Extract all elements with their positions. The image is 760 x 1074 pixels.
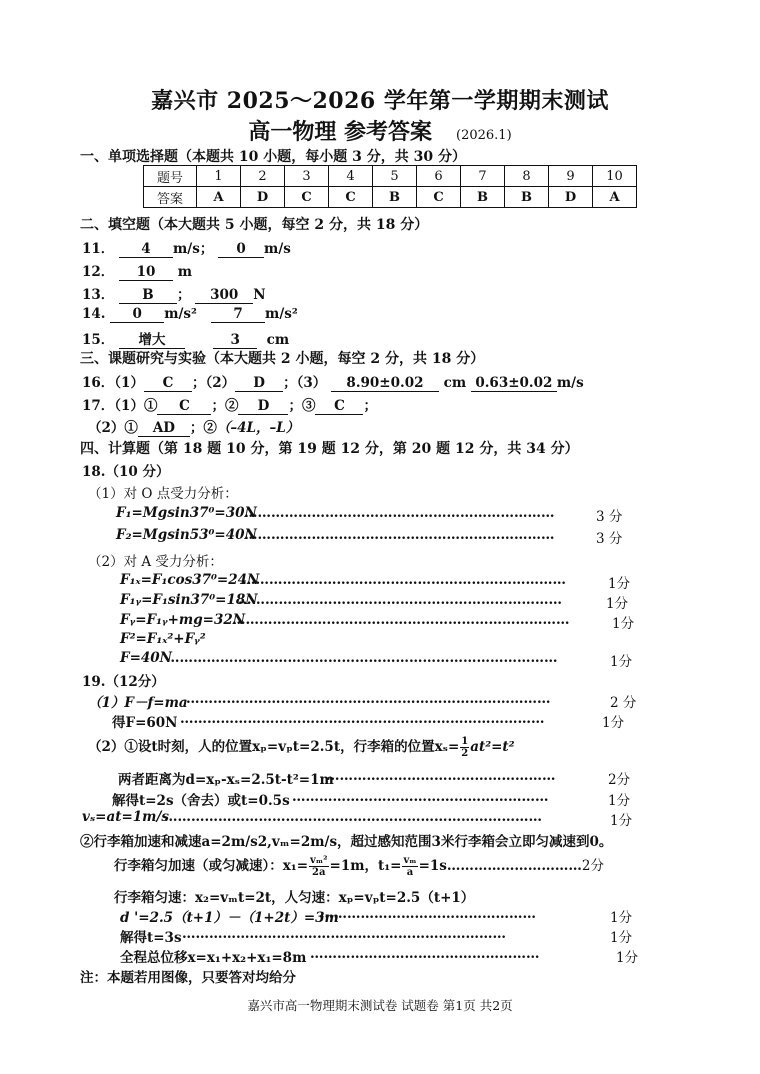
- document-subtitle: [0, 115, 760, 146]
- q11-answer-2: 0: [218, 242, 264, 258]
- q14-answer-1: 0: [110, 307, 164, 323]
- answer-cell: C: [417, 187, 461, 208]
- q16-part-3-label: ；（3）: [283, 375, 327, 391]
- section1-heading: 一、单项选择题（本题共 10 小题，每小题 3 分，共 30 分）: [80, 149, 466, 165]
- q16-unit-3: cm: [443, 375, 467, 391]
- dot-leader: ………………………………………………………………: [182, 926, 506, 942]
- dot-leader: ……………………………………………………………………………: [166, 650, 558, 666]
- question-number: 9: [549, 166, 593, 187]
- q18-score-5: 1分: [612, 616, 635, 632]
- q19-solve-line: [112, 789, 632, 809]
- question-number: 8: [505, 166, 549, 187]
- q19-score-2d: 1分: [610, 813, 633, 829]
- q18-score-2: 3 分: [596, 531, 623, 547]
- q13-number: 13．: [82, 287, 115, 303]
- fraction-t1: [402, 855, 417, 878]
- q16-answer-2: D: [235, 376, 283, 392]
- q18-formula-5: Fᵧ=F₁ᵧ+mg=32N: [120, 612, 246, 628]
- q19-solve2-line: [120, 926, 632, 946]
- q18-formula-4: F₁ᵧ=F₁sin37⁰=18N: [120, 592, 258, 608]
- answer-table-number-row: [144, 166, 637, 187]
- q19-total-line: [120, 946, 640, 966]
- q16-answer-1: C: [144, 376, 192, 392]
- dot-leader: …………………………: [446, 858, 582, 874]
- q19-part1b-line: [112, 711, 632, 731]
- fraction-denominator: 2a: [312, 867, 326, 878]
- question-number: 2: [241, 166, 285, 187]
- q19-accel-text: 行李箱匀加速（或匀减速）：x₁=: [114, 858, 309, 874]
- q18-line-6: [120, 631, 206, 647]
- dot-leader: …………………………………………………: [292, 789, 549, 805]
- q17-part2-line: [88, 416, 299, 437]
- dot-leader: ……………………………………………: [326, 768, 556, 784]
- q18-line-5: [120, 612, 635, 632]
- document-title: 嘉兴市 2025～2026 学年第一学期期末测试: [151, 88, 609, 114]
- q11-line: [82, 237, 291, 258]
- question-number: 1: [197, 166, 241, 187]
- q19-part2-text-end: at²=t²: [470, 739, 515, 755]
- answer-cell: A: [593, 187, 637, 208]
- q14-line: [82, 306, 298, 323]
- q15-number: 15．: [82, 332, 115, 348]
- q18-line-7: [120, 650, 633, 670]
- q16-part-2-label: ；（2）: [191, 375, 236, 391]
- dot-leader: …………………………………………………………………: [232, 612, 570, 628]
- section2-heading: 二、填空题（本大题共 5 小题，每空 2 分，共 18 分）: [80, 217, 429, 233]
- q19-distance-line: [118, 768, 638, 788]
- exam-date: (2026.1): [456, 128, 512, 143]
- q19-score-2c: 1分: [608, 793, 631, 809]
- q18-score-7: 1分: [610, 654, 633, 670]
- question-number: 4: [329, 166, 373, 187]
- dot-leader: …………………………………………: [320, 906, 536, 922]
- q11-answer-1: 4: [119, 242, 173, 258]
- question-number: 10: [593, 166, 637, 187]
- q12-line: [82, 260, 192, 281]
- q19-distance-formula: 两者距离为d=xₚ-xₛ=2.5t-t²=1m: [118, 772, 334, 788]
- q16-number: 16．: [82, 375, 115, 391]
- q12-answer-1: 10: [119, 265, 173, 281]
- q18-part1-label: （1）对 O 点受力分析：: [88, 486, 238, 502]
- q16-answer-4: 0.63±0.02: [471, 376, 557, 392]
- q16-part-1-label: （1）: [114, 375, 144, 391]
- page-footer: 嘉兴市高一物理期末测试卷 试题卷 第1页 共2页: [247, 998, 513, 1013]
- q17-answer-3: C: [315, 399, 363, 415]
- q18-formula-3: F₁ₓ=F₁cos37⁰=24N: [120, 572, 260, 588]
- fraction-denominator: 2: [461, 748, 469, 759]
- answer-cell: C: [329, 187, 373, 208]
- q13-line: [82, 283, 266, 304]
- question-number: 3: [285, 166, 329, 187]
- q17-part2-label-2: ；②: [189, 420, 217, 436]
- q15-line: [82, 328, 289, 349]
- q18-score-1: 3 分: [596, 509, 623, 525]
- q19-part2-text: （2）①设t时刻，人的位置xₚ=vₚt=2.5t，行李箱的位置xₛ=: [88, 739, 460, 755]
- q17-end: ；: [363, 398, 377, 414]
- q14-answer-2: 7: [211, 307, 265, 323]
- q17-answer-2: D: [238, 399, 288, 415]
- q18-line-3: [120, 572, 631, 592]
- answer-table-answer-row: [144, 187, 637, 208]
- answer-table: [143, 165, 637, 208]
- answer-cell: B: [373, 187, 417, 208]
- q16-answer-3: 8.90±0.02: [331, 376, 439, 392]
- q14-unit-1: m/s²: [164, 306, 197, 322]
- q15-answer-2: 3: [213, 333, 257, 349]
- q15-unit-2: cm: [266, 332, 290, 348]
- q18-formula-2: F₂=Mgsin53⁰=40N: [116, 527, 257, 543]
- fraction-half: [460, 736, 469, 759]
- question-number: 5: [373, 166, 417, 187]
- q17-part2-answer-1: AD: [138, 421, 190, 437]
- q17-part-3-label: ；③: [288, 398, 316, 414]
- q11-number: 11．: [82, 241, 115, 257]
- answer-cell: D: [241, 187, 285, 208]
- q18-score-3: 1分: [608, 576, 631, 592]
- fraction-numerator: vₘ²: [310, 855, 328, 866]
- dot-leader: ……………………………………………………………: [244, 527, 555, 543]
- row-label-question: 题号: [144, 166, 197, 187]
- q17-answer-1: C: [157, 399, 211, 415]
- q19-uniform-line: 行李箱匀速：x₂=vₘt=2t，人匀速：xₚ=vₚt=2.5（t+1）: [114, 890, 475, 906]
- fraction-numerator: 1: [461, 736, 469, 747]
- q18-formula-6: F²=F₁ₓ²+Fᵧ²: [120, 631, 206, 647]
- section4-note: 注：本题若用图像，只要答对均给分: [80, 970, 296, 986]
- q19-solve2-text: 解得t=3s: [120, 930, 182, 946]
- section4-heading: 四、计算题（第 18 题 10 分，第 19 题 12 分，第 20 题 12 分，共 34 分）: [80, 441, 579, 457]
- dot-leader: ………………………………………………………………………: [186, 691, 551, 707]
- answer-cell: A: [197, 187, 241, 208]
- q17-line: [82, 394, 377, 415]
- subtitle-text: 高一物理 参考答案: [248, 119, 433, 145]
- q17-part2-answer-2: （–4L，–L）: [216, 420, 300, 436]
- q19-formula-1b: 得F=60N: [112, 715, 178, 731]
- q19-formula-1: （1）F－f=ma: [88, 695, 188, 711]
- q18-line-4: [120, 592, 629, 612]
- fraction-x1: [309, 855, 328, 878]
- q19-part2-intro: [88, 735, 515, 759]
- answer-cell: B: [505, 187, 549, 208]
- answer-cell: C: [285, 187, 329, 208]
- q17-part-1-label: （1）①: [114, 398, 158, 414]
- q19-score-1b: 1分: [602, 715, 625, 731]
- fraction-denominator: a: [406, 867, 414, 878]
- q18-score-4: 1分: [606, 596, 629, 612]
- q13-answer-2: 300: [195, 288, 253, 304]
- question-number: 6: [417, 166, 461, 187]
- q14-unit-2: m/s²: [265, 306, 298, 322]
- q19-d-prime-formula: d '=2.5（t+1）－（1+2t）=3m: [120, 910, 339, 926]
- q12-unit-1: m: [177, 264, 192, 280]
- q19-score-1: 2 分: [610, 695, 637, 711]
- q13-answer-1: B: [119, 288, 177, 304]
- q11-unit-2: m/s: [264, 241, 291, 257]
- q19-d-prime-line: [120, 906, 632, 926]
- q12-number: 12．: [82, 264, 115, 280]
- q15-answer-1: 增大: [119, 333, 185, 349]
- q19-solve-text: 解得t=2s（舍去）或t=0.5s: [112, 793, 290, 809]
- dot-leader: ……………………………………………: [310, 946, 540, 962]
- q19-velocity-text: vₛ=at=1m/s: [82, 809, 169, 825]
- q19-label: 19.（12分）: [82, 674, 165, 690]
- dot-leader: ………………………………………………………………: [242, 572, 566, 588]
- q16-unit-4: m/s: [556, 375, 584, 391]
- q17-part2-label-1: （2）①: [88, 420, 138, 436]
- question-number: 7: [461, 166, 505, 187]
- q19-accel-text-3: =1s: [418, 858, 447, 874]
- q19-accel-line: [114, 854, 634, 878]
- q18-line-2: [116, 527, 628, 547]
- dot-leader: ……………………………………………………………: [244, 505, 555, 521]
- dot-leader: ………………………………………………………………………: [180, 711, 545, 727]
- q17-part-2-label: ；②: [211, 398, 239, 414]
- q11-unit-1: m/s；: [173, 241, 214, 257]
- section3-heading: 三、课题研究与实验（本大题共 2 小题，每空 2 分，共 18 分）: [80, 351, 485, 367]
- q18-formula-7: F=40N: [120, 650, 173, 666]
- q18-label: 18.（10 分）: [82, 464, 170, 480]
- q19-score-6: 1分: [610, 910, 633, 926]
- dot-leader: …………………………………………………………………………: [164, 809, 542, 825]
- answer-cell: B: [461, 187, 505, 208]
- q18-formula-1: F₁=Mgsin37⁰=30N: [116, 505, 257, 521]
- q19-score-4: 2分: [581, 858, 604, 874]
- q19-score-2b: 2分: [608, 772, 631, 788]
- q13-unit-2: N: [253, 287, 266, 303]
- q13-separator: ；: [177, 287, 191, 303]
- q16-line: [82, 371, 584, 392]
- q19-score-7: 1分: [610, 930, 633, 946]
- q19-score-8: 1分: [616, 950, 639, 966]
- q19-total-text: 全程总位移x=x₁+x₂+x₁=8m: [120, 950, 307, 966]
- q19-part1-line: [88, 691, 638, 711]
- dot-leader: ………………………………………………………………: [238, 592, 562, 608]
- q18-part2-label: （2）对 A 受力分析：: [88, 554, 223, 570]
- answer-cell: D: [549, 187, 593, 208]
- q18-line-1: [116, 505, 628, 525]
- q19-velocity-line: [82, 809, 642, 829]
- q19-accel-text-2: =1m，t₁=: [329, 858, 402, 874]
- q19-part3-line: ②行李箱加速和减速a=2m/s2,vₘ=2m/s，超过感知范围3米行李箱会立即匀减速到0。: [80, 834, 613, 850]
- row-label-answer: 答案: [144, 187, 197, 208]
- q14-number: 14.: [82, 306, 106, 322]
- fraction-numerator: vₘ: [403, 855, 417, 866]
- q17-number: 17．: [82, 398, 115, 414]
